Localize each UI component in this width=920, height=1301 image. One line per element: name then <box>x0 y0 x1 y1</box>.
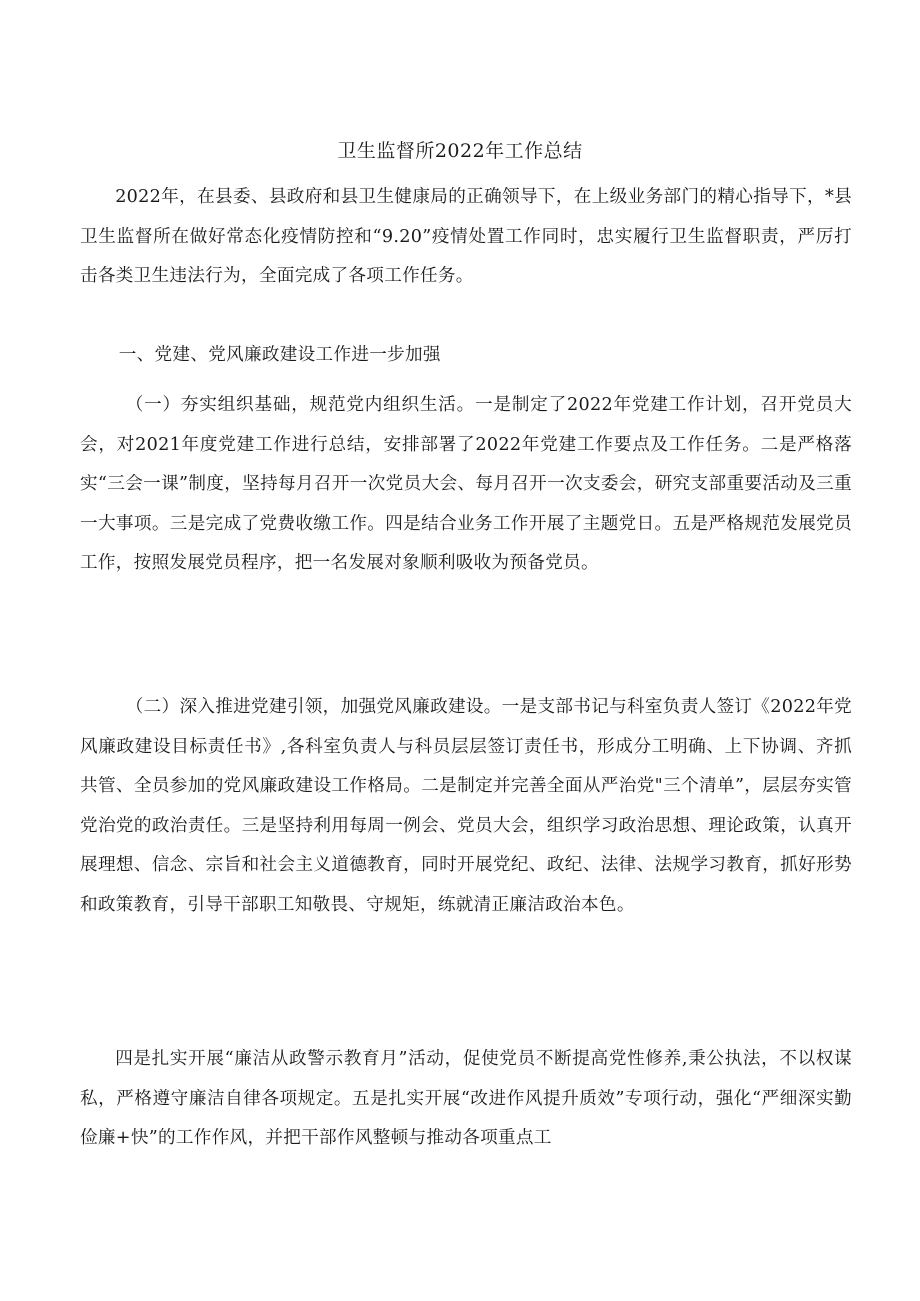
document-title: 卫生监督所2022年工作总结 <box>337 140 583 162</box>
body-paragraph: 四是扎实开展“廉洁从政警示教育月”活动，促使党员不断提高党性修养,秉公执法，不以权谋私，严格遵守廉洁自律各项规定。五是扎实开展“改进作风提升质效”专项行动，强化“严细深实勤俭廉+快”的工作作风，并把干部作风整顿与推动各项重点工 <box>80 1049 852 1148</box>
body-paragraph: （一）夯实组织基础，规范党内组织生活。一是制定了2022年党建工作计划，召开党员大会，对2021年度党建工作进行总结，安排部署了2022年党建工作要点及工作任务。二是严格落实“三会一课”制度，坚持每月召开一次党员大会、每月召开一次支委会，研究支部重要活动及三重一大事项。三是完成了党费收缴工作。四是结合业务工作开展了主题党日。五是严格规范发展党员工作，按照发展党员程序，把一名发展对象顺利吸收为预备党员。 <box>80 395 852 573</box>
body-paragraph: （二）深入推进党建引领，加强党风廉政建设。一是支部书记与科室负责人签订《2022年党风廉政建设目标责任书》,各科室负责人与科员层层签订责任书，形成分工明确、上下协调、齐抓共管、全员参加的党风廉政建设工作格局。二是制定并完善全面从严治党"三个清单”，层层夯实管党治党的政治责任。三是坚持利用每周一例会、党员大会，组织学习政治思想、理论政策，认真开展理想、信念、宗旨和社会主义道德教育，同时开展党纪、政纪、法律、法规学习教育，抓好形势和政策教育，引导干部职工知敬畏、守规矩，练就清正廉洁政治本色。 <box>80 697 852 915</box>
section-heading: 一、党建、党风廉政建设工作进一步加强 <box>118 345 441 365</box>
intro-paragraph: 2022年，在县委、县政府和县卫生健康局的正确领导下，在上级业务部门的精心指导下，*县卫生监督所在做好常态化疫情防控和“9.20”疫情处置工作同时，忠实履行卫生监督职责，严厉打击各类卫生违法行为，全面完成了各项工作任务。 <box>80 187 852 286</box>
